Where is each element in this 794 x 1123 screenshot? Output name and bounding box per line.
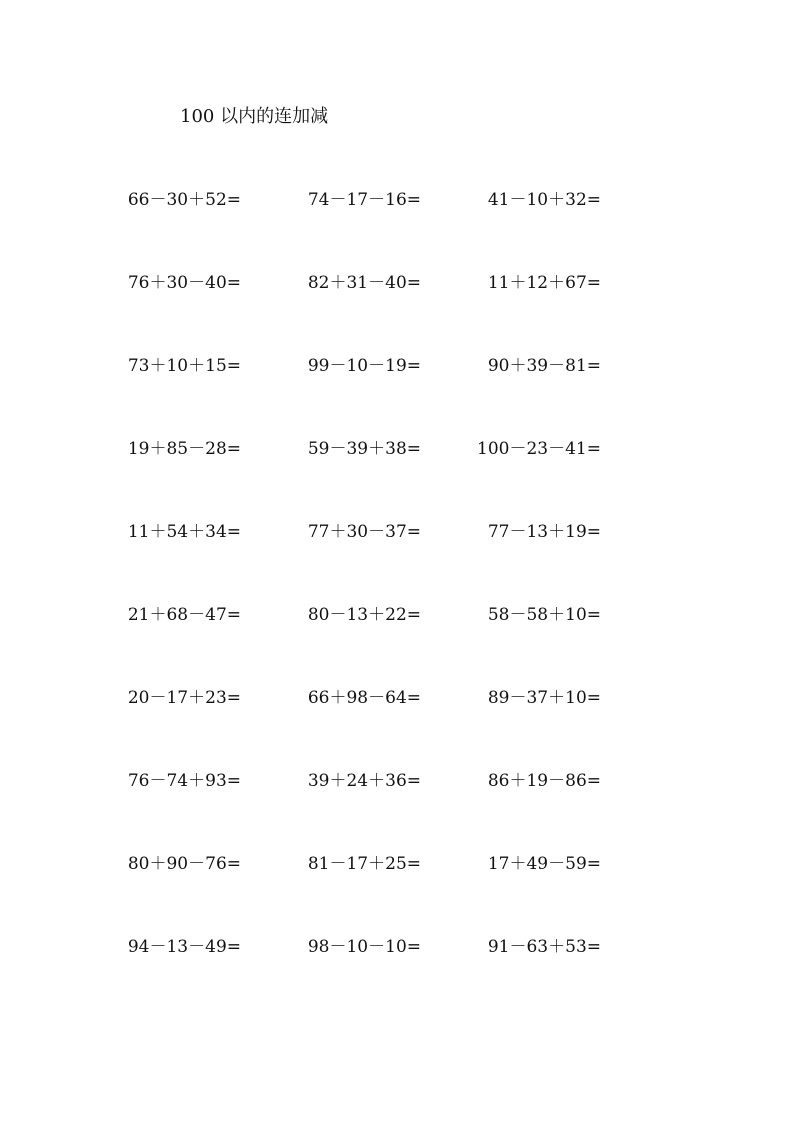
problem-row-9 bbox=[0, 852, 794, 935]
problem-row-10 bbox=[0, 935, 794, 1018]
problem-9-3: 17＋49－59= bbox=[487, 854, 601, 874]
problem-8-3: 86＋19－86= bbox=[487, 771, 601, 791]
problem-5-1: 11＋54＋34= bbox=[127, 522, 241, 542]
problem-4-1: 19＋85－28= bbox=[127, 439, 241, 459]
problem-row-7 bbox=[0, 686, 794, 769]
problem-2-2: 82＋31－40= bbox=[307, 273, 421, 293]
problem-row-8 bbox=[0, 769, 794, 852]
problem-row-2 bbox=[0, 271, 794, 354]
problem-10-1: 94－13－49= bbox=[127, 937, 241, 957]
problem-row-3 bbox=[0, 354, 794, 437]
problem-7-1: 20－17＋23= bbox=[127, 688, 241, 708]
problem-grid bbox=[0, 188, 794, 1018]
problem-row-5 bbox=[0, 520, 794, 603]
problem-3-1: 73＋10＋15= bbox=[127, 356, 241, 376]
problem-7-3: 89－37＋10= bbox=[487, 688, 601, 708]
problem-10-3: 91－63＋53= bbox=[487, 937, 601, 957]
problem-1-3: 41－10＋32= bbox=[487, 190, 601, 210]
problem-10-2: 98－10－10= bbox=[307, 937, 421, 957]
problem-8-2: 39＋24＋36= bbox=[307, 771, 421, 791]
problem-4-3: 100－23－41= bbox=[477, 439, 601, 459]
problem-row-4 bbox=[0, 437, 794, 520]
problem-6-3: 58－58＋10= bbox=[487, 605, 601, 625]
problem-1-2: 74－17－16= bbox=[307, 190, 421, 210]
problem-2-3: 11＋12＋67= bbox=[487, 273, 601, 293]
problem-row-6 bbox=[0, 603, 794, 686]
problem-6-1: 21＋68－47= bbox=[127, 605, 241, 625]
problem-2-1: 76＋30－40= bbox=[127, 273, 241, 293]
problem-1-1: 66－30＋52= bbox=[127, 190, 241, 210]
page-title: 100 以内的连加减 bbox=[180, 106, 329, 127]
problem-8-1: 76－74＋93= bbox=[127, 771, 241, 791]
problem-7-2: 66＋98－64= bbox=[307, 688, 421, 708]
problem-5-3: 77－13＋19= bbox=[487, 522, 601, 542]
problem-3-2: 99－10－19= bbox=[307, 356, 421, 376]
problem-6-2: 80－13＋22= bbox=[307, 605, 421, 625]
problem-9-2: 81－17＋25= bbox=[307, 854, 421, 874]
problem-4-2: 59－39＋38= bbox=[307, 439, 421, 459]
problem-9-1: 80＋90－76= bbox=[127, 854, 241, 874]
problem-row-1 bbox=[0, 188, 794, 271]
problem-3-3: 90＋39－81= bbox=[487, 356, 601, 376]
problem-5-2: 77＋30－37= bbox=[307, 522, 421, 542]
